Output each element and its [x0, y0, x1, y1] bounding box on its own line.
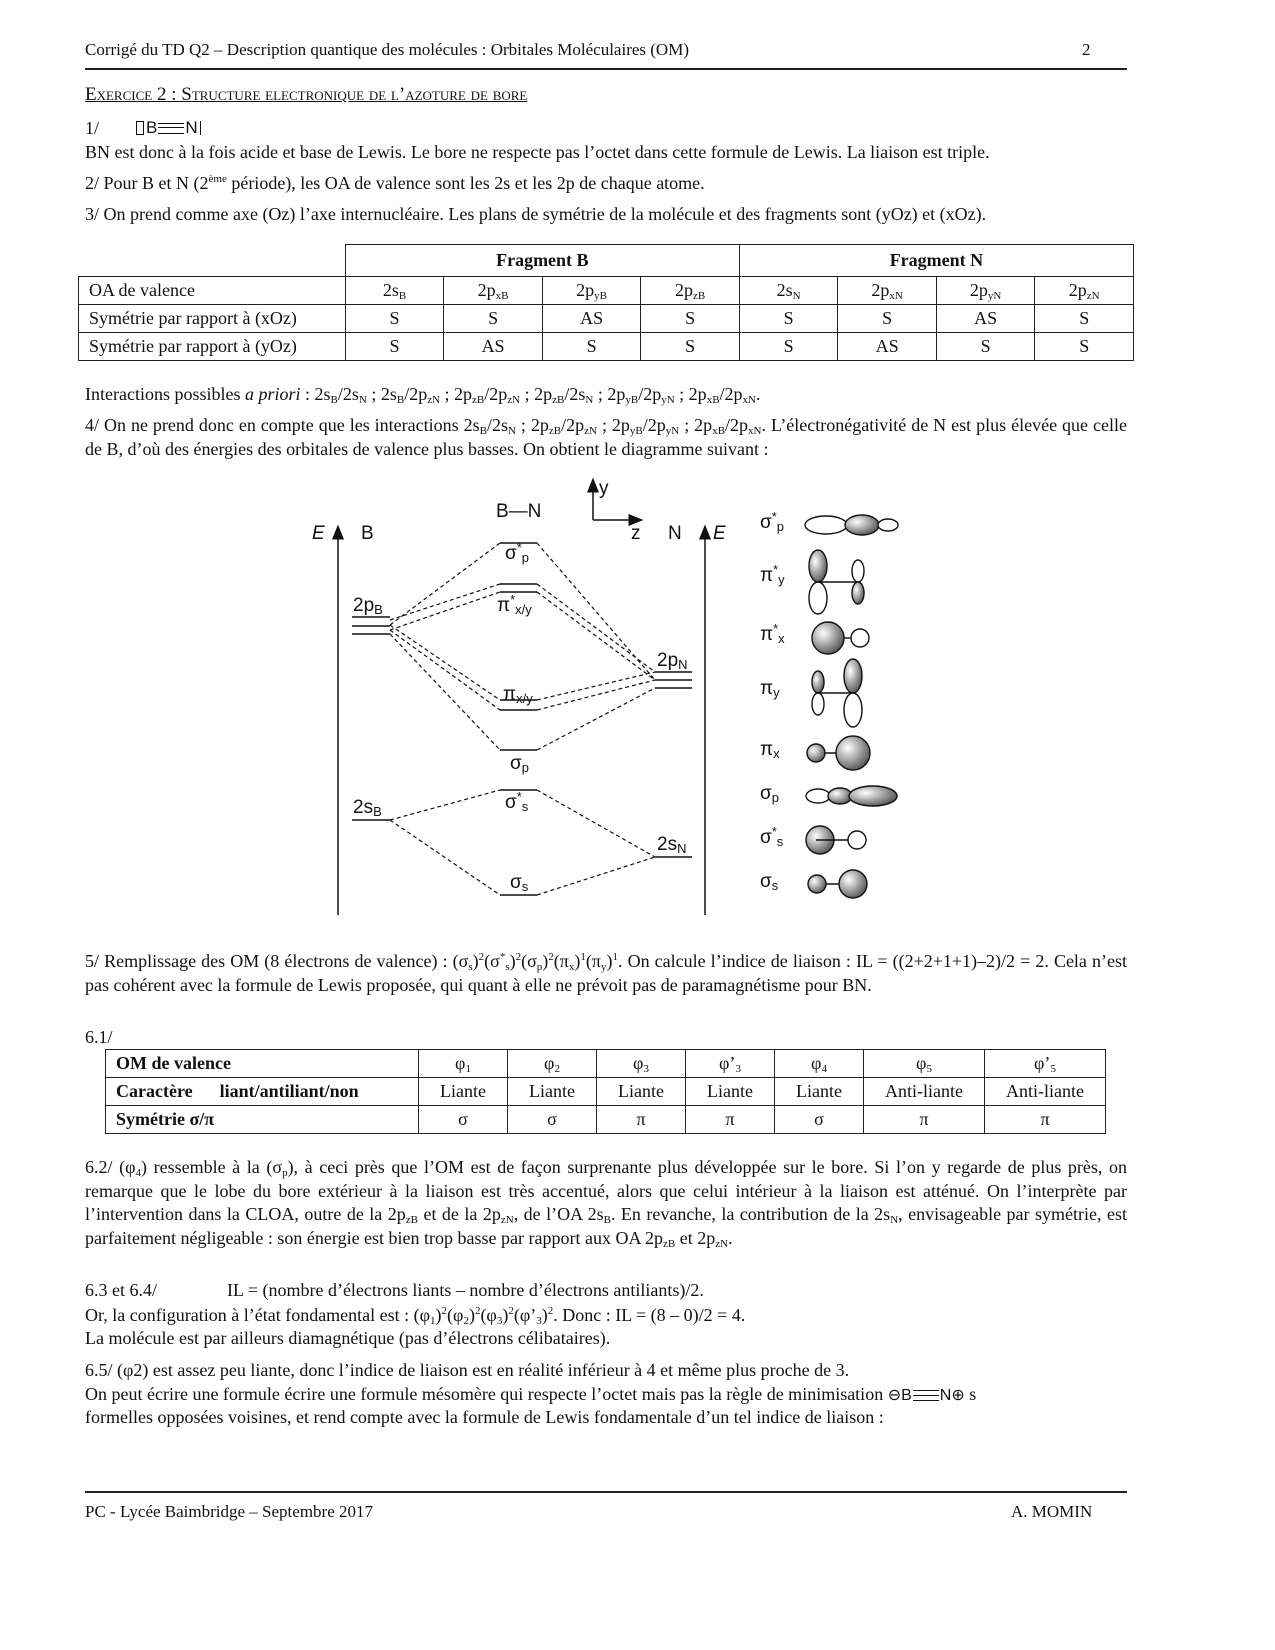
table-row — [106, 1106, 1106, 1134]
lewis-atom-b: B — [146, 118, 158, 137]
superscript: * — [516, 540, 522, 555]
positive-charge-icon: ⊕ — [951, 1387, 965, 1404]
symmetry-table — [78, 244, 1134, 361]
fragment-b-header: Fragment B — [345, 245, 739, 277]
level-2s-b: $2s_B$ — [353, 797, 382, 819]
om-table — [105, 1049, 1106, 1134]
table-header-row — [79, 245, 1134, 277]
superscript: 2 — [478, 951, 485, 963]
q65-text-b: s — [969, 1384, 977, 1404]
subscript: xN — [748, 425, 762, 437]
table-cell: S — [1035, 305, 1134, 333]
subscript: 3 — [496, 1315, 503, 1327]
superscript: * — [510, 592, 516, 607]
superscript: * — [516, 789, 522, 804]
q63-formula: IL = (nombre d’électrons liants – nombre d’électrons antiliants)/2. — [227, 1280, 704, 1300]
q2-text: 2/ Pour B et N (2ème période), les OA de valence sont les 2s et les 2p de chaque atome. — [85, 173, 705, 193]
orbital-label: $\sigma_s$ — [760, 871, 779, 893]
subscript: zN — [427, 394, 441, 406]
subscript: N — [585, 394, 594, 406]
table-cell: $2p_{xN}$ — [838, 277, 937, 305]
table-cell: π — [985, 1106, 1106, 1134]
table-cell: S — [345, 333, 444, 361]
running-header-title: Corrigé du TD Q2 – Description quantique des molécules : Orbitales Moléculaires (OM) — [85, 40, 689, 59]
superscript: * — [499, 951, 506, 963]
subscript: 5 — [926, 1063, 932, 1075]
emphasis: a priori — [244, 384, 301, 404]
table-cell: $2p_{yN}$ — [936, 277, 1035, 305]
subscript: s — [505, 961, 510, 973]
level-sigma-star-s: $\sigma^*_s$ — [505, 789, 529, 814]
table-row — [106, 1078, 1106, 1106]
q5-text: 5/ Remplissage des OM (8 électrons de valence) : $(\sigma_s)^2(\sigma^*_s)^2(\sigma_p)^2(\pi_x)^1(\pi_y)^1$. On calcule l’indice de liaison : IL = ((2+2+1+1)–2)/2 = 2. Cela n’est pas cohérent avec la formule de Lewis proposée, qui quant à elle ne prévoit pas de paramagnétisme pour BN. — [85, 951, 1127, 995]
subscript: yN — [661, 394, 675, 406]
negative-charge-icon: ⊖ — [887, 1387, 902, 1404]
table-cell: S — [1035, 333, 1134, 361]
orbital-label: $\pi_y$ — [760, 678, 780, 700]
superscript: 2 — [474, 1305, 481, 1317]
subscript: xN — [889, 290, 903, 302]
table-cell: $\varphi_3$ — [597, 1050, 686, 1078]
superscript: * — [771, 509, 777, 524]
subscript: x/y — [516, 691, 533, 706]
superscript: 2 — [547, 1305, 554, 1317]
subscript: 1 — [465, 1063, 471, 1075]
subscript: x — [773, 746, 780, 761]
footer-right: A. MOMIN — [1011, 1502, 1093, 1521]
table-cell: σ — [419, 1106, 508, 1134]
subscript: y — [600, 961, 607, 973]
subscript: yB — [629, 425, 643, 437]
table-cell: $\varphi’_3$ — [686, 1050, 775, 1078]
subscript: xB — [495, 290, 509, 302]
lewis-structure-bn — [136, 118, 201, 138]
pi-x-orbital-icon — [807, 736, 870, 770]
footer-rule — [85, 1491, 1127, 1493]
subscript: zN — [507, 394, 521, 406]
row-label: Symétrie par rapport à (yOz) — [79, 333, 346, 361]
subscript: s — [771, 878, 779, 893]
subscript: N — [677, 841, 687, 856]
axis-z-label: z — [631, 523, 641, 544]
lacuna-icon — [136, 121, 144, 135]
subscript: zB — [405, 1214, 418, 1226]
table-cell: $\varphi_2$ — [508, 1050, 597, 1078]
q63-config: Or, la configuration à l’état fondamental est : $(\varphi_1)^2(\varphi_2)^2(\varphi_3)^2(\varphi’_3)^2$. Donc : IL = (8 – 0)/2 = 4. — [85, 1305, 746, 1327]
sigma-star-s-orbital-icon — [806, 826, 866, 854]
table-cell: S — [542, 333, 641, 361]
table-cell: $2p_{xB}$ — [444, 277, 543, 305]
axis-y-label: y — [599, 478, 609, 499]
table-cell: AS — [838, 333, 937, 361]
table-cell: $\varphi_1$ — [419, 1050, 508, 1078]
level-sigma-s: $\sigma_s$ — [510, 872, 529, 894]
table-cell: S — [739, 305, 838, 333]
superscript: 2 — [515, 951, 522, 963]
triple-bond-icon — [913, 1390, 939, 1401]
table-cell: Liante — [508, 1078, 597, 1106]
level-2p-n: $2p_N$ — [657, 650, 688, 672]
orbital-label: $\sigma^*_p$ — [760, 509, 785, 534]
subscript: N — [890, 1214, 899, 1226]
orbital-label: $\sigma_p$ — [760, 783, 779, 805]
subscript: p — [776, 519, 785, 534]
table-cell: Liante — [419, 1078, 508, 1106]
table-cell: S — [936, 333, 1035, 361]
subscript: p — [282, 1167, 288, 1179]
level-sigma-star-p: $\sigma^*_p$ — [505, 540, 530, 565]
table-cell: σ — [508, 1106, 597, 1134]
table-cell: Anti-liante — [864, 1078, 985, 1106]
level-2p-b: $2p_B$ — [353, 595, 383, 617]
lewis-atom-n: N — [185, 118, 198, 137]
bond-label: B—N — [496, 501, 542, 522]
subscript: B — [374, 602, 383, 617]
subscript: y — [778, 572, 785, 587]
fragment-n-header: Fragment N — [739, 245, 1133, 277]
subscript: p — [521, 760, 529, 775]
table-cell: π — [864, 1106, 985, 1134]
table-cell: AS — [542, 305, 641, 333]
subscript: 2 — [554, 1063, 560, 1075]
subscript: yN — [665, 425, 680, 437]
table-row — [106, 1050, 1106, 1078]
sigma-star-p-orbital-icon — [805, 515, 898, 535]
table-cell: S — [739, 333, 838, 361]
subscript: yN — [987, 290, 1002, 302]
subscript: s — [776, 834, 784, 849]
superscript: * — [771, 824, 777, 839]
subscript: zN — [500, 1214, 514, 1226]
q1-label: 1/ — [85, 118, 100, 138]
table-cell: Liante — [597, 1078, 686, 1106]
footer-left: PC - Lycée Baimbridge – Septembre 2017 — [85, 1502, 373, 1521]
table-cell: $2s_N$ — [739, 277, 838, 305]
table-cell: AS — [444, 333, 543, 361]
subscript: s — [521, 879, 529, 894]
q3-text: 3/ On prend comme axe (Oz) l’axe internucléaire. Les plans de symétrie de la molécule et des fragments sont (yOz) et (xOz). — [85, 204, 987, 224]
subscript: s — [468, 961, 473, 973]
superscript: 1 — [580, 951, 586, 963]
sigma-s-orbital-icon — [808, 870, 867, 898]
atom-n-label: N — [668, 523, 682, 544]
table-cell: $2p_{yB}$ — [542, 277, 641, 305]
table-cell: S — [641, 333, 740, 361]
atom-b-label: B — [361, 523, 374, 544]
subscript: 5 — [1050, 1063, 1056, 1075]
sigma-p-orbital-icon — [806, 786, 897, 806]
row-label: OA de valence — [79, 277, 346, 305]
table-cell: S — [444, 305, 543, 333]
subscript: zN — [715, 1237, 729, 1250]
subscript: x/y — [515, 602, 532, 617]
subscript: yB — [625, 394, 639, 406]
lewis-mesomer-bn — [888, 1384, 965, 1408]
subscript: xB — [712, 425, 726, 437]
lewis-atom-n: N — [939, 1387, 952, 1404]
subscript: zB — [548, 425, 562, 437]
table-row — [79, 305, 1134, 333]
superscript: 2 — [441, 1305, 448, 1317]
table-cell: $2p_{zB}$ — [641, 277, 740, 305]
pi-star-x-orbital-icon — [812, 622, 869, 654]
table-cell: S — [838, 305, 937, 333]
subscript: p — [521, 550, 530, 565]
table-cell: S — [345, 305, 444, 333]
table-cell: σ — [775, 1106, 864, 1134]
triple-bond-icon — [158, 123, 184, 134]
subscript: xN — [742, 394, 756, 406]
orbital-label: $\pi^*_y$ — [760, 562, 785, 587]
pi-star-y-orbital-icon — [809, 550, 864, 614]
correlation-lines — [390, 540, 655, 895]
energy-levels — [352, 540, 692, 895]
orbital-label: $\sigma^*_s$ — [760, 824, 784, 849]
table-cell: Anti-liante — [985, 1078, 1106, 1106]
table-cell: π — [686, 1106, 775, 1134]
table-cell: Liante — [686, 1078, 775, 1106]
table-row — [79, 277, 1134, 305]
table-cell: π — [597, 1106, 686, 1134]
subscript: B — [479, 425, 487, 437]
superscript: ème — [208, 173, 227, 185]
subscript: N — [507, 425, 516, 437]
subscript: x — [778, 631, 785, 646]
subscript: zB — [552, 394, 565, 406]
level-2s-n: $2s_N$ — [657, 834, 687, 856]
energy-label-left: E — [312, 523, 325, 544]
q65-text-a: On peut écrire une formule écrire une formule mésomère qui respecte l’octet mais pas la règle de minimisation — [85, 1384, 884, 1404]
level-pi-star-xy: $\pi^*_{x/y}$ — [497, 592, 532, 617]
lewis-atom-b: B — [901, 1387, 912, 1404]
header-rule — [85, 68, 1127, 70]
q65-line2 — [85, 1383, 1127, 1408]
subscript: 4 — [135, 1167, 141, 1179]
subscript: 3 — [643, 1063, 649, 1075]
q61-label: 6.1/ — [85, 1027, 113, 1047]
q63-magnetism: La molécule est par ailleurs diamagnétique (pas d’électrons célibataires). — [85, 1328, 611, 1348]
q65-line3: formelles opposées voisines, et rend compte avec la formule de Lewis fondamentale d’un tel indice de liaison : — [85, 1407, 884, 1427]
page-number: 2 — [1082, 40, 1091, 59]
row-label: OM de valence — [106, 1050, 419, 1078]
energy-label-right: E — [713, 523, 726, 544]
subscript: p — [771, 790, 779, 805]
table-cell: $2s_B$ — [345, 277, 444, 305]
subscript: xB — [706, 394, 720, 406]
q1-text: BN est donc à la fois acide et base de Lewis. Le bore ne respecte pas l’octet dans cette formule de Lewis. La liaison est triple. — [85, 142, 990, 162]
subscript: 1 — [430, 1315, 436, 1327]
superscript: * — [773, 621, 779, 636]
interactions-text: Interactions possibles a priori : $2s_B/2s_N$ ; $2s_B/2p_{zN}$ ; $2p_{zB}/2p_{zN}$ ; $2p_{zB}/2s_N$ ; $2p_{yB}/2p_{yN}$ ; $2p_{xB}/2p_{xN}$. — [85, 384, 761, 406]
orbital-label: $\pi_x$ — [760, 739, 780, 761]
row-label: Caractère liant/antiliant/non — [106, 1078, 419, 1106]
subscript: B — [396, 394, 405, 406]
superscript: 2 — [508, 1305, 514, 1317]
subscript: p — [536, 961, 543, 973]
table-cell: $\varphi_4$ — [775, 1050, 864, 1078]
subscript: yB — [594, 290, 607, 302]
exercise-title: Exercice 2 : Structure electronique de l’azoture de bore — [85, 84, 528, 105]
table-cell: Liante — [775, 1078, 864, 1106]
subscript: B — [373, 804, 382, 819]
subscript: B — [398, 290, 407, 302]
q62-text: 6.2/ $(\varphi_4)$ ressemble à la $(\sigma_p)$, à ceci près que l’OM est de façon surprenante plus développée sur le bore. Si l’on y regarde de plus près, on remarque que le lobe du bore extérieur à la liaison est très accentué, alors que celui intérieur à la liaison est atténué. On l’interprète par l’intervention dans la CLOA, outre de la $2p_{zB}$ et de la $2p_{zN}$, de l’OA $2s_B$. En revanche, la contribution de la $2s_N$, envisageable par symétrie, est parfaitement négligeable : son énergie est bien trop basse par rapport aux OA $2p_{zB}$ et $2p_{zN}$. — [85, 1157, 1128, 1250]
subscript: 3 — [536, 1315, 542, 1327]
table-cell: S — [641, 305, 740, 333]
subscript: N — [792, 290, 801, 302]
subscript: y — [773, 685, 780, 700]
subscript: zB — [692, 290, 706, 302]
subscript: x — [568, 961, 575, 973]
subscript: B — [603, 1214, 611, 1226]
q65-line1: 6.5/ (φ2) est assez peu liante, donc l’indice de liaison est en réalité inférieur à 4 et même plus proche de 3. — [85, 1360, 850, 1380]
subscript: zN — [1086, 290, 1100, 302]
level-pi-xy: $\pi_{x/y}$ — [503, 684, 533, 706]
subscript: zB — [472, 394, 485, 406]
table-cell: $\varphi’_5$ — [985, 1050, 1106, 1078]
subscript: 3 — [735, 1063, 741, 1075]
row-label: Symétrie σ/π — [106, 1106, 419, 1134]
subscript: s — [521, 799, 529, 814]
subscript: 4 — [821, 1063, 827, 1075]
lone-pair-icon — [200, 121, 201, 135]
table-cell: AS — [936, 305, 1035, 333]
table-cell: $2p_{zN}$ — [1035, 277, 1134, 305]
table-row — [79, 333, 1134, 361]
subscript: N — [358, 394, 367, 406]
pi-y-orbital-icon — [812, 659, 862, 727]
q63-label: 6.3 et 6.4/ — [85, 1280, 157, 1300]
superscript: 2 — [548, 951, 554, 963]
table-cell: $\varphi_5$ — [864, 1050, 985, 1078]
subscript: zB — [662, 1237, 676, 1250]
subscript: zN — [584, 425, 597, 437]
subscript: N — [678, 657, 688, 672]
q4-text: 4/ On ne prend donc en compte que les interactions $2s_B/2s_N$ ; $2p_{zB}/2p_{zN}$ ; $2p_{yB}/2p_{yN}$ ; $2p_{xB}/2p_{xN}$. L’électronégativité de N est plus élevée que celle de B, d’où des énergies des orbitales de valence plus basses. On obtient le diagramme suivant : — [85, 415, 1127, 459]
superscript: * — [773, 562, 779, 577]
subscript: B — [330, 394, 338, 406]
subscript: 2 — [463, 1315, 469, 1327]
level-sigma-p: $\sigma_p$ — [510, 753, 529, 775]
orbital-label: $\pi^*_x$ — [760, 621, 785, 646]
superscript: 1 — [612, 951, 618, 963]
row-label: Symétrie par rapport à (xOz) — [79, 305, 346, 333]
